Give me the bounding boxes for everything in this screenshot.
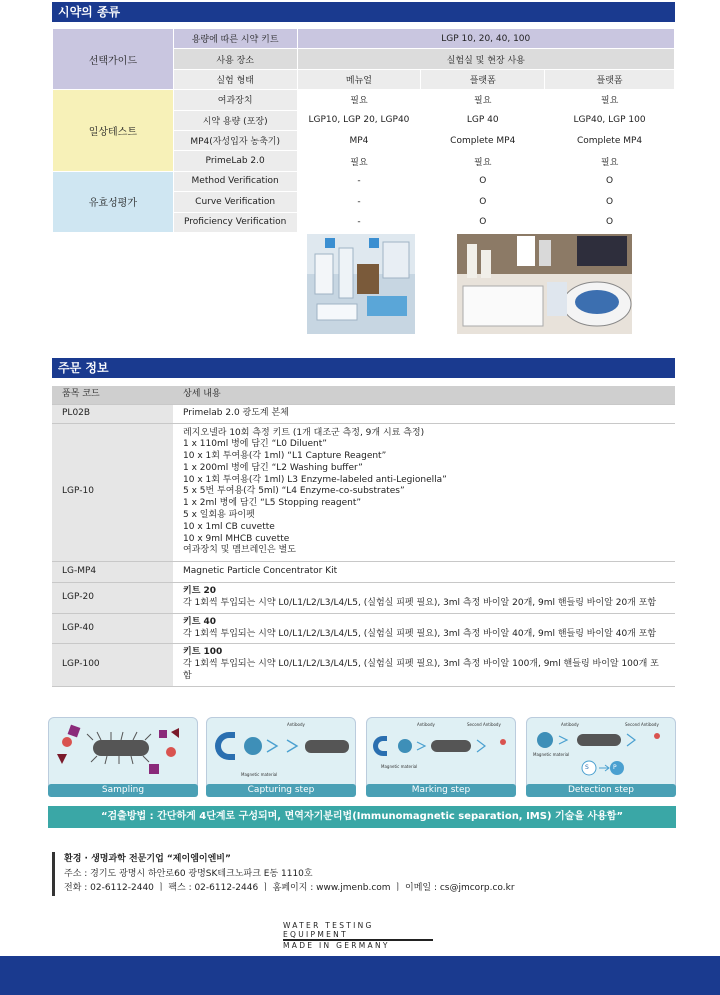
- product-code: LGP-100: [52, 644, 173, 686]
- magnet-capture-icon: [207, 718, 357, 784]
- cell: -: [297, 171, 421, 191]
- product-detail: [173, 644, 675, 686]
- row-label: 여과장치: [173, 90, 297, 110]
- product-detail: [173, 404, 675, 423]
- detail-line: 레지오넬라 10회 측정 키트 (1개 대조군 측정, 9개 시료 측정): [183, 427, 425, 438]
- label-magnetic-material: Magnetic material: [381, 764, 418, 769]
- cell: Complete MP4: [545, 130, 675, 150]
- cell: -: [297, 212, 421, 232]
- group-select-guide: 선택가이드: [53, 29, 174, 90]
- label-s: S: [585, 764, 589, 771]
- step-label-marking: Marking step: [366, 784, 516, 797]
- cell: LGP40, LGP 100: [545, 110, 675, 130]
- cell: LGP 40: [421, 110, 545, 130]
- detail-line: Magnetic Particle Concentrator Kit: [183, 566, 338, 577]
- row-label: 용량에 따른 시약 키트: [173, 29, 297, 49]
- cell: LGP10, LGP 20, LGP40: [297, 110, 421, 130]
- product-detail: [173, 562, 675, 583]
- detail-line: 여과장치 및 멤브레인은 별도: [183, 545, 296, 556]
- order-table: [52, 386, 675, 687]
- brand-line-2: MADE IN GERMANY: [283, 941, 390, 950]
- cell: 플랫폼: [545, 69, 675, 89]
- detection-method-banner: “검출방법 : 간단하게 4단계로 구성되며, 면역자기분리법(Immunomagnetic separation, IMS) 기술을 사용함”: [48, 806, 676, 828]
- label-antibody: Antibody: [561, 722, 579, 727]
- product-code: LGP-10: [52, 423, 173, 562]
- cell: 필요: [545, 151, 675, 171]
- detail-line: 1 x 200ml 병에 담긴 “L2 Washing buffer”: [183, 462, 363, 473]
- cell: 플랫폼: [421, 69, 545, 89]
- row-label: Proficiency Verification: [173, 212, 297, 232]
- label-second-antibody: Second Antibody: [467, 722, 501, 727]
- header-detail: 상세 내용: [173, 386, 675, 404]
- product-detail: [173, 613, 675, 644]
- contact-block: [52, 852, 515, 896]
- cell: 메뉴얼: [297, 69, 421, 89]
- company-name: 환경 · 생명과학 전문기업 “제이엠이엔비”: [64, 854, 231, 864]
- detail-line: 각 1회씩 투입되는 시약 L0/L1/L2/L3/L4/L5, (실험실 피펫 필요), 3ml 측정 바이알 40개, 9ml 핸들링 바이알 40개 포함: [183, 628, 657, 639]
- kit-title: 키트 100: [183, 647, 223, 658]
- cell: O: [421, 171, 545, 191]
- detail-line: 10 x 1회 투여용(각 1ml) “L1 Capture Reagent”: [183, 451, 387, 462]
- cell: O: [545, 192, 675, 212]
- product-code: LG-MP4: [52, 562, 173, 583]
- label-antibody: Antibody: [417, 722, 435, 727]
- label-magnetic-material: Magnetic material: [241, 772, 278, 777]
- detail-line: 1 x 110ml 병에 담긴 “L0 Diluent”: [183, 439, 327, 450]
- product-code: LGP-20: [52, 583, 173, 614]
- header-code: 품목 코드: [52, 386, 173, 404]
- cell: -: [297, 192, 421, 212]
- step-label-capturing: Capturing step: [206, 784, 356, 797]
- group-validation: 유효성평가: [53, 171, 174, 232]
- cell: O: [545, 171, 675, 191]
- detail-line: 10 x 1ml CB cuvette: [183, 521, 275, 532]
- cell: 필요: [421, 90, 545, 110]
- cell: O: [545, 212, 675, 232]
- product-detail: [173, 423, 675, 562]
- antibody-marking-icon: [367, 718, 517, 784]
- section-title-order-info: 주문 정보: [52, 358, 675, 378]
- label-magnetic-material: Magnetic material: [533, 752, 570, 757]
- row-label: 시약 용량 (포장): [173, 110, 297, 130]
- label-antibody: Antibody: [287, 722, 305, 727]
- row-label: PrimeLab 2.0: [173, 151, 297, 171]
- detail-line: 5 x 5번 투여용(각 5ml) “L4 Enzyme-co-substrates”: [183, 486, 405, 497]
- detail-line: 10 x 9ml MHCB cuvette: [183, 533, 290, 544]
- row-label: 실험 형태: [173, 69, 297, 89]
- cell: O: [421, 212, 545, 232]
- product-code: LGP-40: [52, 613, 173, 644]
- step-label-sampling: Sampling: [48, 784, 198, 797]
- label-p: P: [613, 764, 617, 771]
- row-label: Curve Verification: [173, 192, 297, 212]
- row-label: 사용 장소: [173, 49, 297, 69]
- detail-line: Primelab 2.0 광도계 본체: [183, 407, 289, 418]
- cell: 필요: [297, 90, 421, 110]
- row-label: Method Verification: [173, 171, 297, 191]
- row-value: LGP 10, 20, 40, 100: [297, 29, 674, 49]
- row-label: MP4(자성입자 농축기): [173, 130, 297, 150]
- detection-signal-icon: [527, 718, 677, 784]
- manual-kit-photo: [307, 234, 415, 334]
- cell: MP4: [297, 130, 421, 150]
- step-label-detection: Detection step: [526, 784, 676, 797]
- kit-table: [52, 28, 675, 233]
- footer-bar: [0, 956, 720, 995]
- detail-line: 1 x 2ml 병에 담긴 “L5 Stopping reagent”: [183, 498, 362, 509]
- detail-line: 각 1회씩 투입되는 시약 L0/L1/L2/L3/L4/L5, (실험실 피펫 필요), 3ml 측정 바이알 20개, 9ml 핸들링 바이알 20개 포함: [183, 598, 657, 609]
- cell: 필요: [421, 151, 545, 171]
- detail-line: 5 x 일회용 파이펫: [183, 510, 255, 521]
- kit-title: 키트 20: [183, 586, 217, 597]
- product-detail: [173, 583, 675, 614]
- section-title-kit-types: 시약의 종류: [52, 2, 675, 22]
- bacteria-sample-icon: [49, 718, 199, 784]
- cell: 필요: [297, 151, 421, 171]
- label-second-antibody: Second Antibody: [625, 722, 659, 727]
- cell: Complete MP4: [421, 130, 545, 150]
- group-daily-test: 일상테스트: [53, 90, 174, 172]
- row-value: 실험실 및 현장 사용: [297, 49, 674, 69]
- address: 주소 : 경기도 광명시 하안로60 광명SK테크노파크 E동 1110호: [64, 868, 313, 879]
- cell: 필요: [545, 90, 675, 110]
- brand-mark: [283, 921, 433, 950]
- platform-kit-photo: [457, 234, 632, 334]
- phone-line: 전화 : 02-6112-2440 ㅣ 팩스 : 02-6112-2446 ㅣ 홈페이지 : www.jmenb.com ㅣ 이메일 : cs@jmcorp.co.kr: [64, 883, 515, 893]
- brand-line-1: WATER TESTING EQUIPMENT: [283, 921, 433, 941]
- kit-title: 키트 40: [183, 616, 217, 627]
- detail-line: 각 1회씩 투입되는 시약 L0/L1/L2/L3/L4/L5, (실험실 피펫 필요), 3ml 측정 바이알 100개, 9ml 핸들링 바이알 100개 포함: [183, 659, 659, 682]
- product-code: PL02B: [52, 404, 173, 423]
- detail-line: 10 x 1회 투여용(각 1ml) L3 Enzyme-labeled anti-Legionella”: [183, 474, 447, 485]
- cell: O: [421, 192, 545, 212]
